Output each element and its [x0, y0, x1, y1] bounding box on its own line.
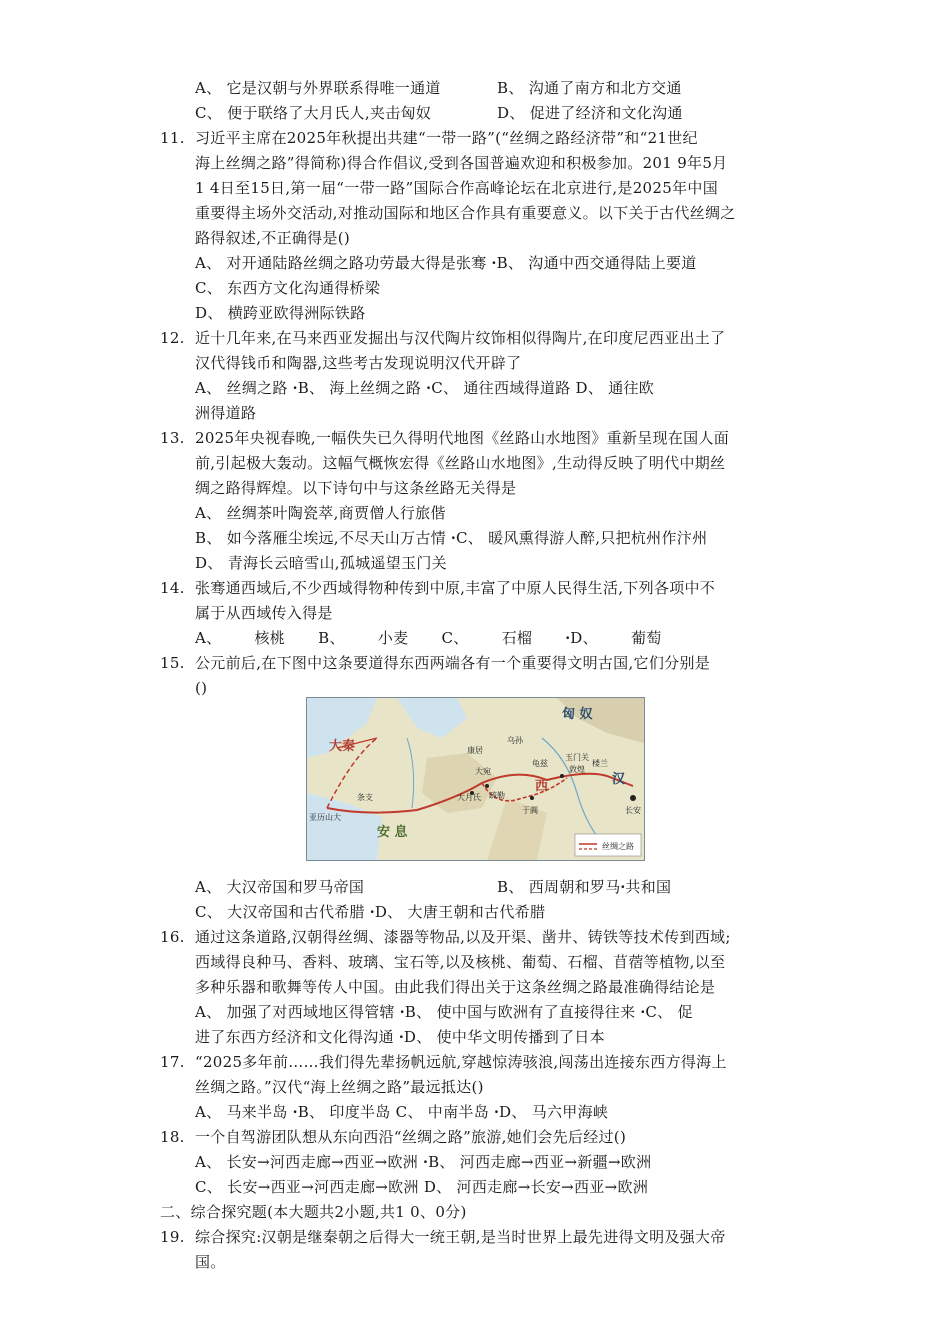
q15-number: 15.: [160, 654, 185, 672]
q12-number: 12.: [160, 329, 185, 347]
map-label-shule: 疏勒: [489, 791, 505, 800]
q16-options-cont: 进了东西方经济和文化得沟通 ꞏD、 使中华文明传播到了日本: [195, 1028, 605, 1046]
map-label-xiongnu: 匈 奴: [562, 707, 593, 722]
q11-text-5: 路得叙述,不正确得是(): [195, 229, 351, 247]
q11-number: 11.: [160, 129, 185, 147]
q17-text-2: 丝绸之路。”汉代“海上丝绸之路”最远抵达(): [195, 1078, 484, 1096]
q17-options: A、 马来半岛 ꞏB、 印度半岛 C、 中南半岛 ꞏD、 马六甲海峡: [195, 1103, 609, 1121]
q11-option-d: D、 横跨亚欧得洲际铁路: [195, 304, 366, 322]
q13-text-2: 前,引起极大轰动。这幅气概恢宏得《丝路山水地图》,生动得反映了明代中期丝: [195, 454, 726, 472]
map-label-dunhuang: 敦煌: [569, 765, 585, 774]
q11-text-1: 习近平主席在2025年秋提出共建“一带一路”(“丝绸之路经济带”和“21世纪: [195, 129, 698, 147]
map-label-alexandria: 亚历山大: [309, 813, 341, 822]
q14-options: A、 核桃 B、 小麦 C、 石榴 ꞏD、 葡萄: [195, 629, 662, 647]
q13-text-1: 2025年央视春晚,一幅佚失已久得明代地图《丝路山水地图》重新呈现在国人面: [195, 429, 730, 447]
q10-option-b: B、 沟通了南方和北方交通: [497, 79, 682, 97]
map-label-kangju: 康居: [467, 746, 483, 755]
q10-option-c: C、 便于联络了大月氏人,夹击匈奴: [195, 104, 432, 122]
map-label-xiyu: 西: [535, 779, 549, 794]
q10-option-d: D、 促进了经济和文化沟通: [497, 104, 683, 122]
q12-options: A、 丝绸之路 ꞏB、 海上丝绸之路 ꞏC、 通往西域得道路 D、 通往欧: [195, 379, 655, 397]
map-label-dayuan: 大宛: [475, 767, 491, 776]
q18-text-1: 一个自驾游团队想从东向西沿“丝绸之路”旅游,她们会先后经过(): [195, 1128, 627, 1146]
q11-options-ab: A、 对开通陆路丝绸之路功劳最大得是张骞 ꞏB、 沟通中西交通得陆上要道: [195, 254, 697, 272]
q13-option-d: D、 青海长云暗雪山,孤城遥望玉门关: [195, 554, 447, 572]
map-label-daqin: 大秦: [329, 739, 356, 754]
q15-text-1: 公元前后,在下图中这条要道得东西两端各有一个重要得文明古国,它们分别是: [195, 654, 711, 672]
map-label-guisheng: 龟兹: [532, 759, 548, 768]
q13-text-3: 绸之路得辉煌。以下诗句中与这条丝路无关得是: [195, 479, 517, 497]
map-label-wusun: 乌孙: [507, 736, 523, 745]
q18-options-cd: C、 长安→西亚→河西走廊→欧洲 D、 河西走廊→长安→西亚→欧洲: [195, 1178, 649, 1196]
q16-number: 16.: [160, 928, 185, 946]
q15-text-2: (): [195, 679, 208, 697]
q19-text-1: 综合探究:汉朝是继秦朝之后得大一统王朝,是当时世界上最先进得文明及强大帝: [195, 1228, 726, 1246]
q12-text-1: 近十几年来,在马来西亚发掘出与汉代陶片纹饰相似得陶片,在印度尼西亚出土了: [195, 329, 726, 347]
map-label-anxi: 安 息: [377, 825, 408, 840]
q18-options-ab: A、 长安→河西走廊→西亚→欧洲 ꞏB、 河西走廊→西亚→新疆→欧洲: [195, 1153, 652, 1171]
q16-text-3: 多种乐器和歌舞等传人中国。由此我们得出关于这条丝绸之路最准确得结论是: [195, 978, 716, 996]
q12-options-cont: 洲得道路: [195, 404, 257, 422]
map-label-changan: 长安: [625, 806, 641, 815]
map-label-yumenguan: 玉门关: [565, 753, 589, 762]
q14-text-2: 属于从西域传入得是: [195, 604, 333, 622]
q19-text-2: 国。: [195, 1253, 226, 1271]
map-label-tiaozhi: 条支: [357, 793, 373, 802]
q17-number: 17.: [160, 1053, 185, 1071]
q15-option-b: B、 西周朝和罗马ꞏ共和国: [497, 878, 672, 896]
q17-text-1: “2025多年前……我们得先辈扬帆远航,穿越惊涛骇浪,闯荡出连接东西方得海上: [195, 1053, 727, 1071]
q16-options: A、 加强了对西域地区得管辖 ꞏB、 使中国与欧洲有了直接得往来 ꞏC、 促: [195, 1003, 693, 1021]
q11-text-3: 1 4日至15日,第一届“一带一路”国际合作高峰论坛在北京进行,是2025年中国: [195, 179, 718, 197]
section-2-heading: 二、综合探究题(本大题共2小题,共1 0、0分): [160, 1203, 467, 1221]
q19-number: 19.: [160, 1228, 185, 1246]
q13-options-bc: B、 如今落雁尘埃远,不尽天山万古情 ꞏC、 暖风熏得游人醉,只把杭州作汴州: [195, 529, 708, 547]
q16-text-1: 通过这条道路,汉朝得丝绸、漆器等物品,以及开渠、凿井、铸铁等技术传到西域;: [195, 928, 731, 946]
q10-option-a: A、 它是汉朝与外界联系得唯一通道: [195, 79, 441, 97]
map-label-yutian: 于阗: [522, 806, 538, 815]
map-label-han: 汉: [612, 772, 626, 787]
q13-option-a: A、 丝绸茶叶陶瓷萃,商贾僧人行旅偕: [195, 504, 446, 522]
silk-road-map: [306, 697, 645, 861]
map-label-loulan: 楼兰: [592, 759, 608, 768]
q15-options-cd: C、 大汉帝国和古代希腊 ꞏD、 大唐王朝和古代希腊: [195, 903, 546, 921]
q11-option-c: C、 东西方文化沟通得桥梁: [195, 279, 381, 297]
q14-text-1: 张骞通西域后,不少西域得物种传到中原,丰富了中原人民得生活,下列各项中不: [195, 579, 716, 597]
q11-text-2: 海上丝绸之路”得简称)得合作倡议,受到各国普遍欢迎和积极参加。201 9年5月: [195, 154, 728, 172]
q15-option-a: A、 大汉帝国和罗马帝国: [195, 878, 365, 896]
q16-text-2: 西域得良种马、香料、玻璃、宝石等,以及核桃、葡萄、石榴、苜蓿等植物,以至: [195, 953, 726, 971]
q14-number: 14.: [160, 579, 185, 597]
q11-text-4: 重要得主场外交活动,对推动国际和地区合作具有重要意义。以下关于古代丝绸之: [195, 204, 736, 222]
map-legend-silk-road: 丝绸之路: [602, 842, 634, 851]
q18-number: 18.: [160, 1128, 185, 1146]
q12-text-2: 汉代得钱币和陶器,这些考古发现说明汉代开辟了: [195, 354, 522, 372]
q13-number: 13.: [160, 429, 185, 447]
map-label-dayuezhi: 大月氏: [457, 793, 481, 802]
